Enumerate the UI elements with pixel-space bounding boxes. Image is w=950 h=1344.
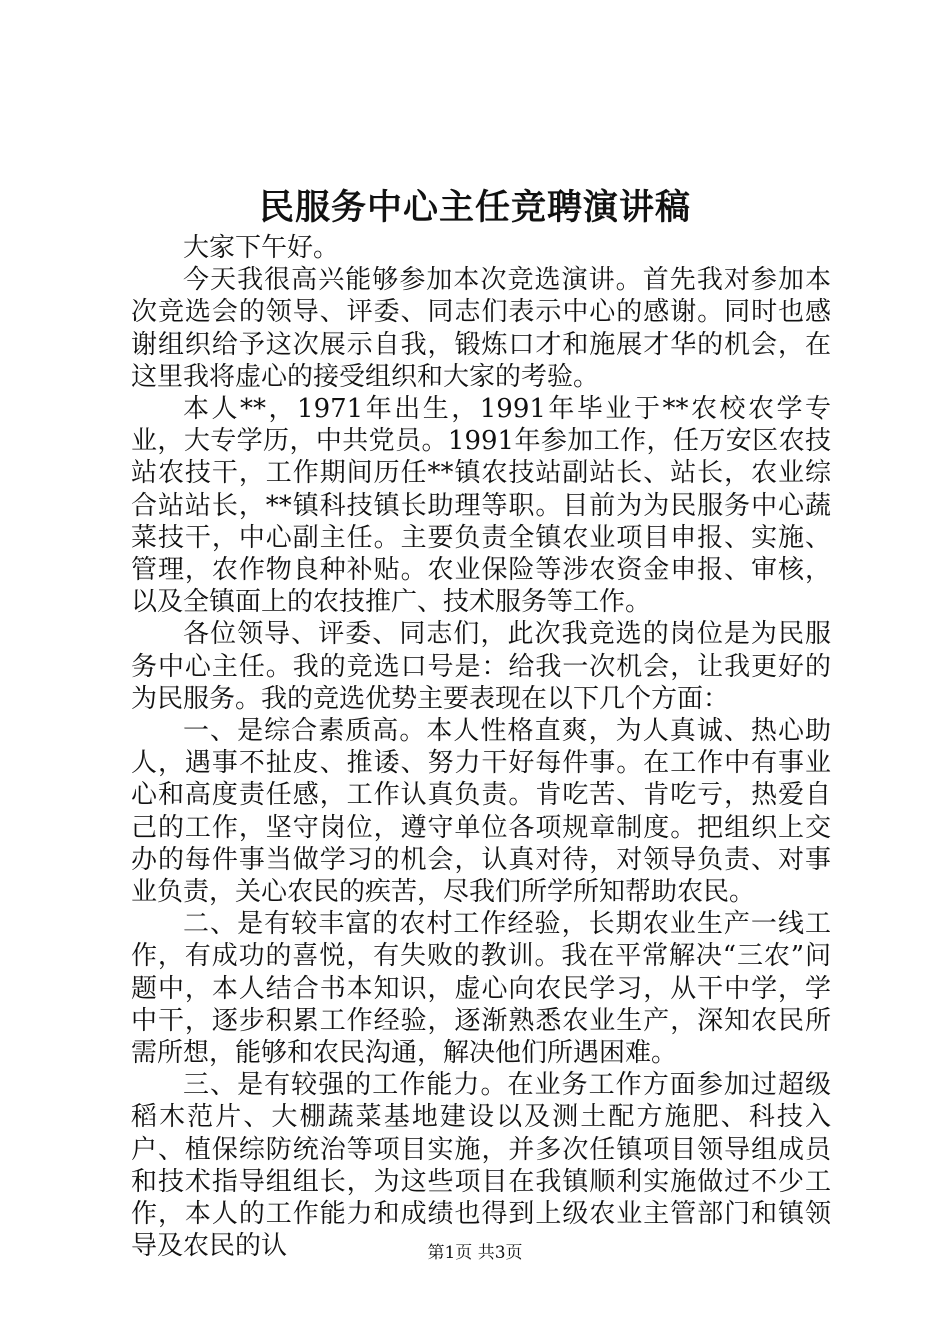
paragraph-advantage-three: 三、是有较强的工作能力。在业务工作方面参加过超级稻木范片、大棚蔬菜基地建设以及测土配方施肥、科技入户、植保综防统治等项目实施，并多次任镇项目领导组成员和技术指导组组长，为这些项目在我镇顺利实施做过不少工作，本人的工作能力和成绩也得到上级农业主管部门和镇领导及农民的认 bbox=[131, 1070, 831, 1262]
paragraph-advantage-two: 二、是有较丰富的农村工作经验，长期农业生产一线工作，有成功的喜悦，有失败的教训。我在平常解决“三农”问题中，本人结合书本知识，虚心向农民学习，从干中学，学中干，逐步积累工作经验，逐渐熟悉农业生产，深知农民所需所想，能够和农民沟通，解决他们所遇困难。 bbox=[131, 909, 831, 1069]
document-title: 民服务中心主任竞聘演讲稿 bbox=[258, 187, 691, 228]
paragraph-self-introduction: 本人**，1971年出生，1991年毕业于**农校农学专业，大专学历，中共党员。1991年参加工作，任万安区农技站农技干，工作期间历任**镇农技站副站长、站长，农业综合站站长，**镇科技镇长助理等职。目前为为民服务中心蔬菜技干，中心副主任。主要负责全镇农业项目申报、实施、管理，农作物良种补贴。农业保险等涉农资金申报、审核，以及全镇面上的农技推广、技术服务等工作。 bbox=[131, 394, 831, 618]
paragraph-advantage-one: 一、是综合素质高。本人性格直爽，为人真诚、热心助人，遇事不扯皮、推诿、努力干好每件事。在工作中有事业心和高度责任感，工作认真负责。肯吃苦、肯吃亏，热爱自己的工作，坚守岗位，遵守单位各项规章制度。把组织上交办的每件事当做学习的机会，认真对待，对领导负责、对事业负责，关心农民的疾苦，尽我们所学所知帮助农民。 bbox=[131, 716, 831, 908]
paragraph-greeting: 大家下午好。 bbox=[183, 233, 340, 263]
page-number-footer: 第1页 共3页 bbox=[427, 1243, 523, 1263]
document-body bbox=[131, 232, 831, 1263]
paragraph-position-slogan: 各位领导、评委、同志们，此次我竞选的岗位是为民服务中心主任。我的竞选口号是：给我一次机会，让我更好的为民服务。我的竞选优势主要表现在以下几个方面： bbox=[131, 619, 831, 714]
paragraph-opening: 今天我很高兴能够参加本次竞选演讲。首先我对参加本次竞选会的领导、评委、同志们表示中心的感谢。同时也感谢组织给予这次展示自我，锻炼口才和施展才华的机会，在这里我将虚心的接受组织和大家的考验。 bbox=[131, 265, 831, 392]
